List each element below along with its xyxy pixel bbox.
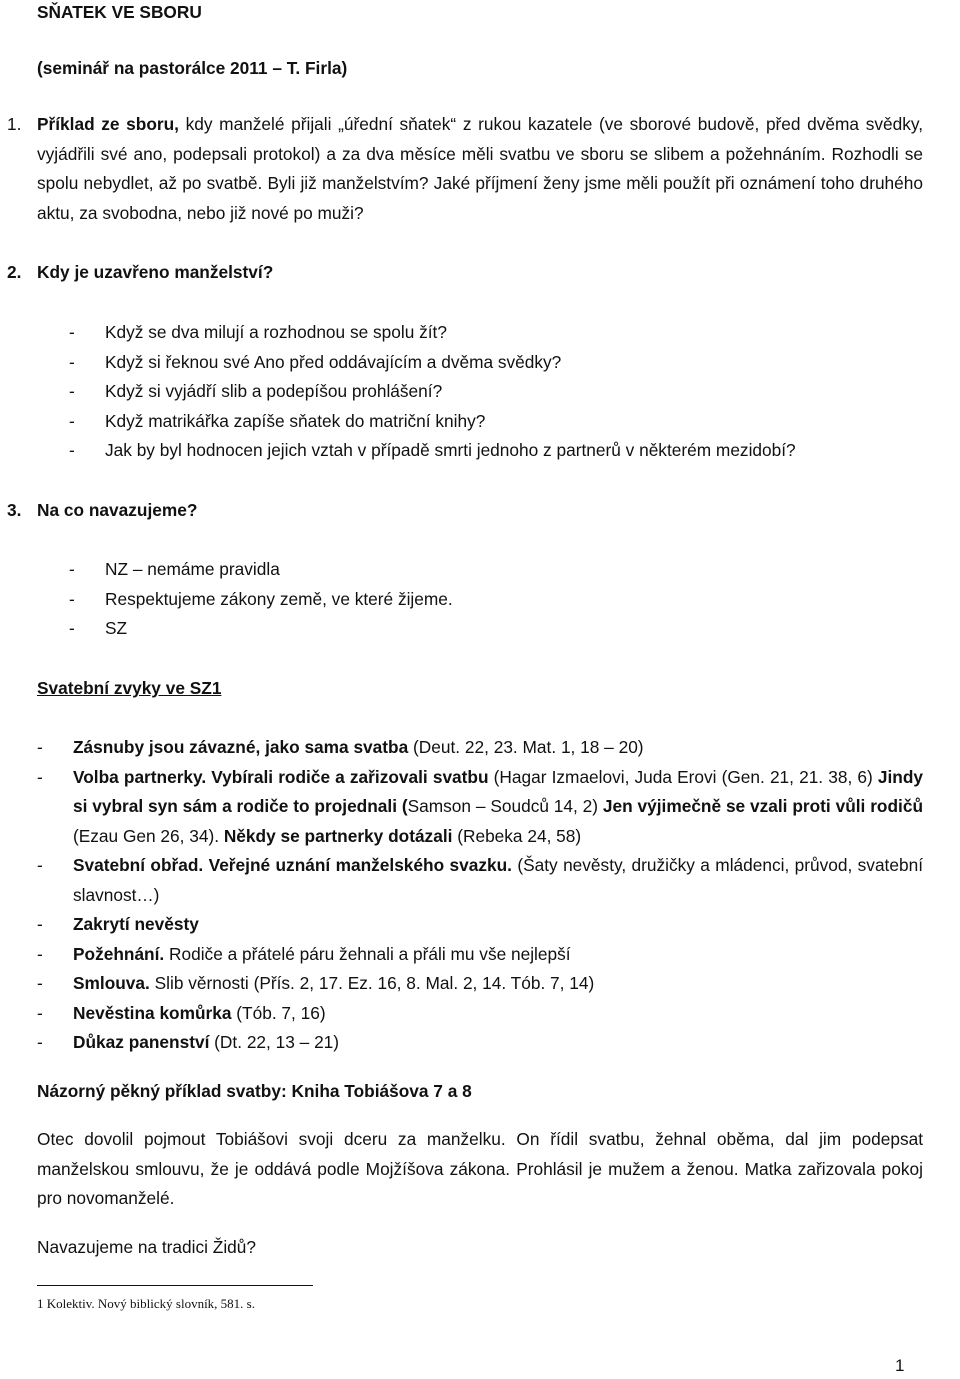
section-2-number: 2. (7, 262, 22, 282)
list-item: - Zakrytí nevěsty (5, 910, 923, 940)
dash-bullet: - (69, 381, 75, 401)
list-item: - Nevěstina komůrka (Tób. 7, 16) (5, 999, 923, 1029)
customs-heading: Svatební zvyky ve SZ1 (37, 678, 222, 698)
dash-bullet: - (69, 440, 75, 460)
footnote: 1 Kolektiv. Nový biblický slovník, 581. s. (37, 1296, 255, 1311)
example-heading: Názorný pěkný příklad svatby: Kniha Tobiášova 7 a 8 (37, 1081, 472, 1101)
list-item: - Když si vyjádří slib a podepíšou prohlášení? (37, 377, 923, 407)
list-item: - Důkaz panenství (Dt. 22, 13 – 21) (5, 1028, 923, 1058)
list-item: - Požehnání. Rodiče a přátelé páru žehnali a přáli mu vše nejlepší (5, 940, 923, 970)
dash-bullet: - (37, 855, 43, 875)
example-paragraph: Otec dovolil pojmout Tobiášovi svoji dceru za manželku. On řídil svatbu, žehnal oběma, dal jim podepsat manželskou smlouvu, že je oddává podle Mojžíšova zákona. Prohlásil je mužem a ženou. Matka zařizovala pokoj pro novomanželé. (37, 1129, 923, 1208)
dash-bullet: - (37, 943, 43, 964)
section-1-text: kdy manželé přijali „úřední sňatek“ z rukou kazatele (ve sborové budově, před dvěma svědky, vyjádřili své ano, podepsali protokol) a za dva měsíce měli svatbu ve sboru se slibem a požehnáním. Rozhodli se spolu nebydlet, až po svatbě. Byli již manželstvím? Jaké příjmení ženy jsme měli použít při oznámení toho druhého aktu, za svobodna, nebo již nové po muži? (37, 114, 923, 223)
dash-bullet: - (37, 1032, 43, 1052)
dash-bullet: - (37, 914, 43, 934)
list-item: - Když se dva milují a rozhodnou se spolu žít? (37, 318, 923, 348)
customs-list (5, 733, 923, 1058)
section-2-list (37, 318, 923, 466)
section-2-heading (7, 258, 923, 288)
section-3-title: Na co navazujeme? (37, 500, 198, 520)
list-item: - Svatební obřad. Veřejné uznání manželského svazku. (Šaty nevěsty, družičky a mládenci, průvod, svatební slavnost…) (5, 851, 923, 910)
list-item: - Když matrikářka zapíše sňatek do matriční knihy? (37, 407, 923, 437)
section-1-lead: Příklad ze sboru, (37, 114, 179, 134)
section-1 (7, 110, 923, 228)
dash-bullet: - (69, 588, 75, 609)
section-3-number: 3. (7, 500, 22, 520)
section-1-number: 1. (7, 114, 22, 134)
dash-bullet: - (69, 559, 75, 579)
document-title: SŇATEK VE SBORU (37, 2, 202, 22)
list-item: - Volba partnerky. Vybírali rodiče a zařizovali svatbu (Hagar Izmaelovi, Juda Erovi (Gen. 21, 21. 38, 6) Jindy si vybral syn sám a rodiče to projednali (Samson – Soudců 14, 2) Jen výjimečně se vzali proti vůli rodičů (Ezau Gen 26, 34). Někdy se partnerky dotázali (Rebeka 24, 58) (5, 763, 923, 852)
list-item: - Smlouva. Slib věrnosti (Přís. 2, 17. Ez. 16, 8. Mal. 2, 14. Tób. 7, 14) (5, 969, 923, 999)
section-3-heading (7, 496, 923, 526)
dash-bullet: - (37, 973, 43, 993)
example-question: Navazujeme na tradici Židů? (37, 1237, 257, 1257)
list-item: - Zásnuby jsou závazné, jako sama svatba (Deut. 22, 23. Mat. 1, 18 – 20) (5, 733, 923, 763)
dash-bullet: - (69, 322, 75, 342)
list-item: - SZ (37, 614, 923, 644)
dash-bullet: - (37, 766, 43, 787)
dash-bullet: - (69, 351, 75, 372)
dash-bullet: - (37, 1002, 43, 1023)
list-item: - Respektujeme zákony země, ve které žijeme. (37, 585, 923, 615)
dash-bullet: - (37, 737, 43, 757)
page-number: 1 (895, 1356, 905, 1375)
section-2-title: Kdy je uzavřeno manželství? (37, 262, 274, 282)
footnote-divider (37, 1285, 313, 1286)
list-item: - Jak by byl hodnocen jejich vztah v případě smrti jednoho z partnerů v některém mezidobí? (37, 436, 923, 466)
document-subtitle: (seminář na pastorálce 2011 – T. Firla) (37, 58, 348, 78)
dash-bullet: - (69, 410, 75, 431)
dash-bullet: - (69, 618, 75, 638)
list-item: - NZ – nemáme pravidla (37, 555, 923, 585)
list-item: - Když si řeknou své Ano před oddávajícím a dvěma svědky? (37, 348, 923, 378)
section-3-list (37, 555, 923, 644)
